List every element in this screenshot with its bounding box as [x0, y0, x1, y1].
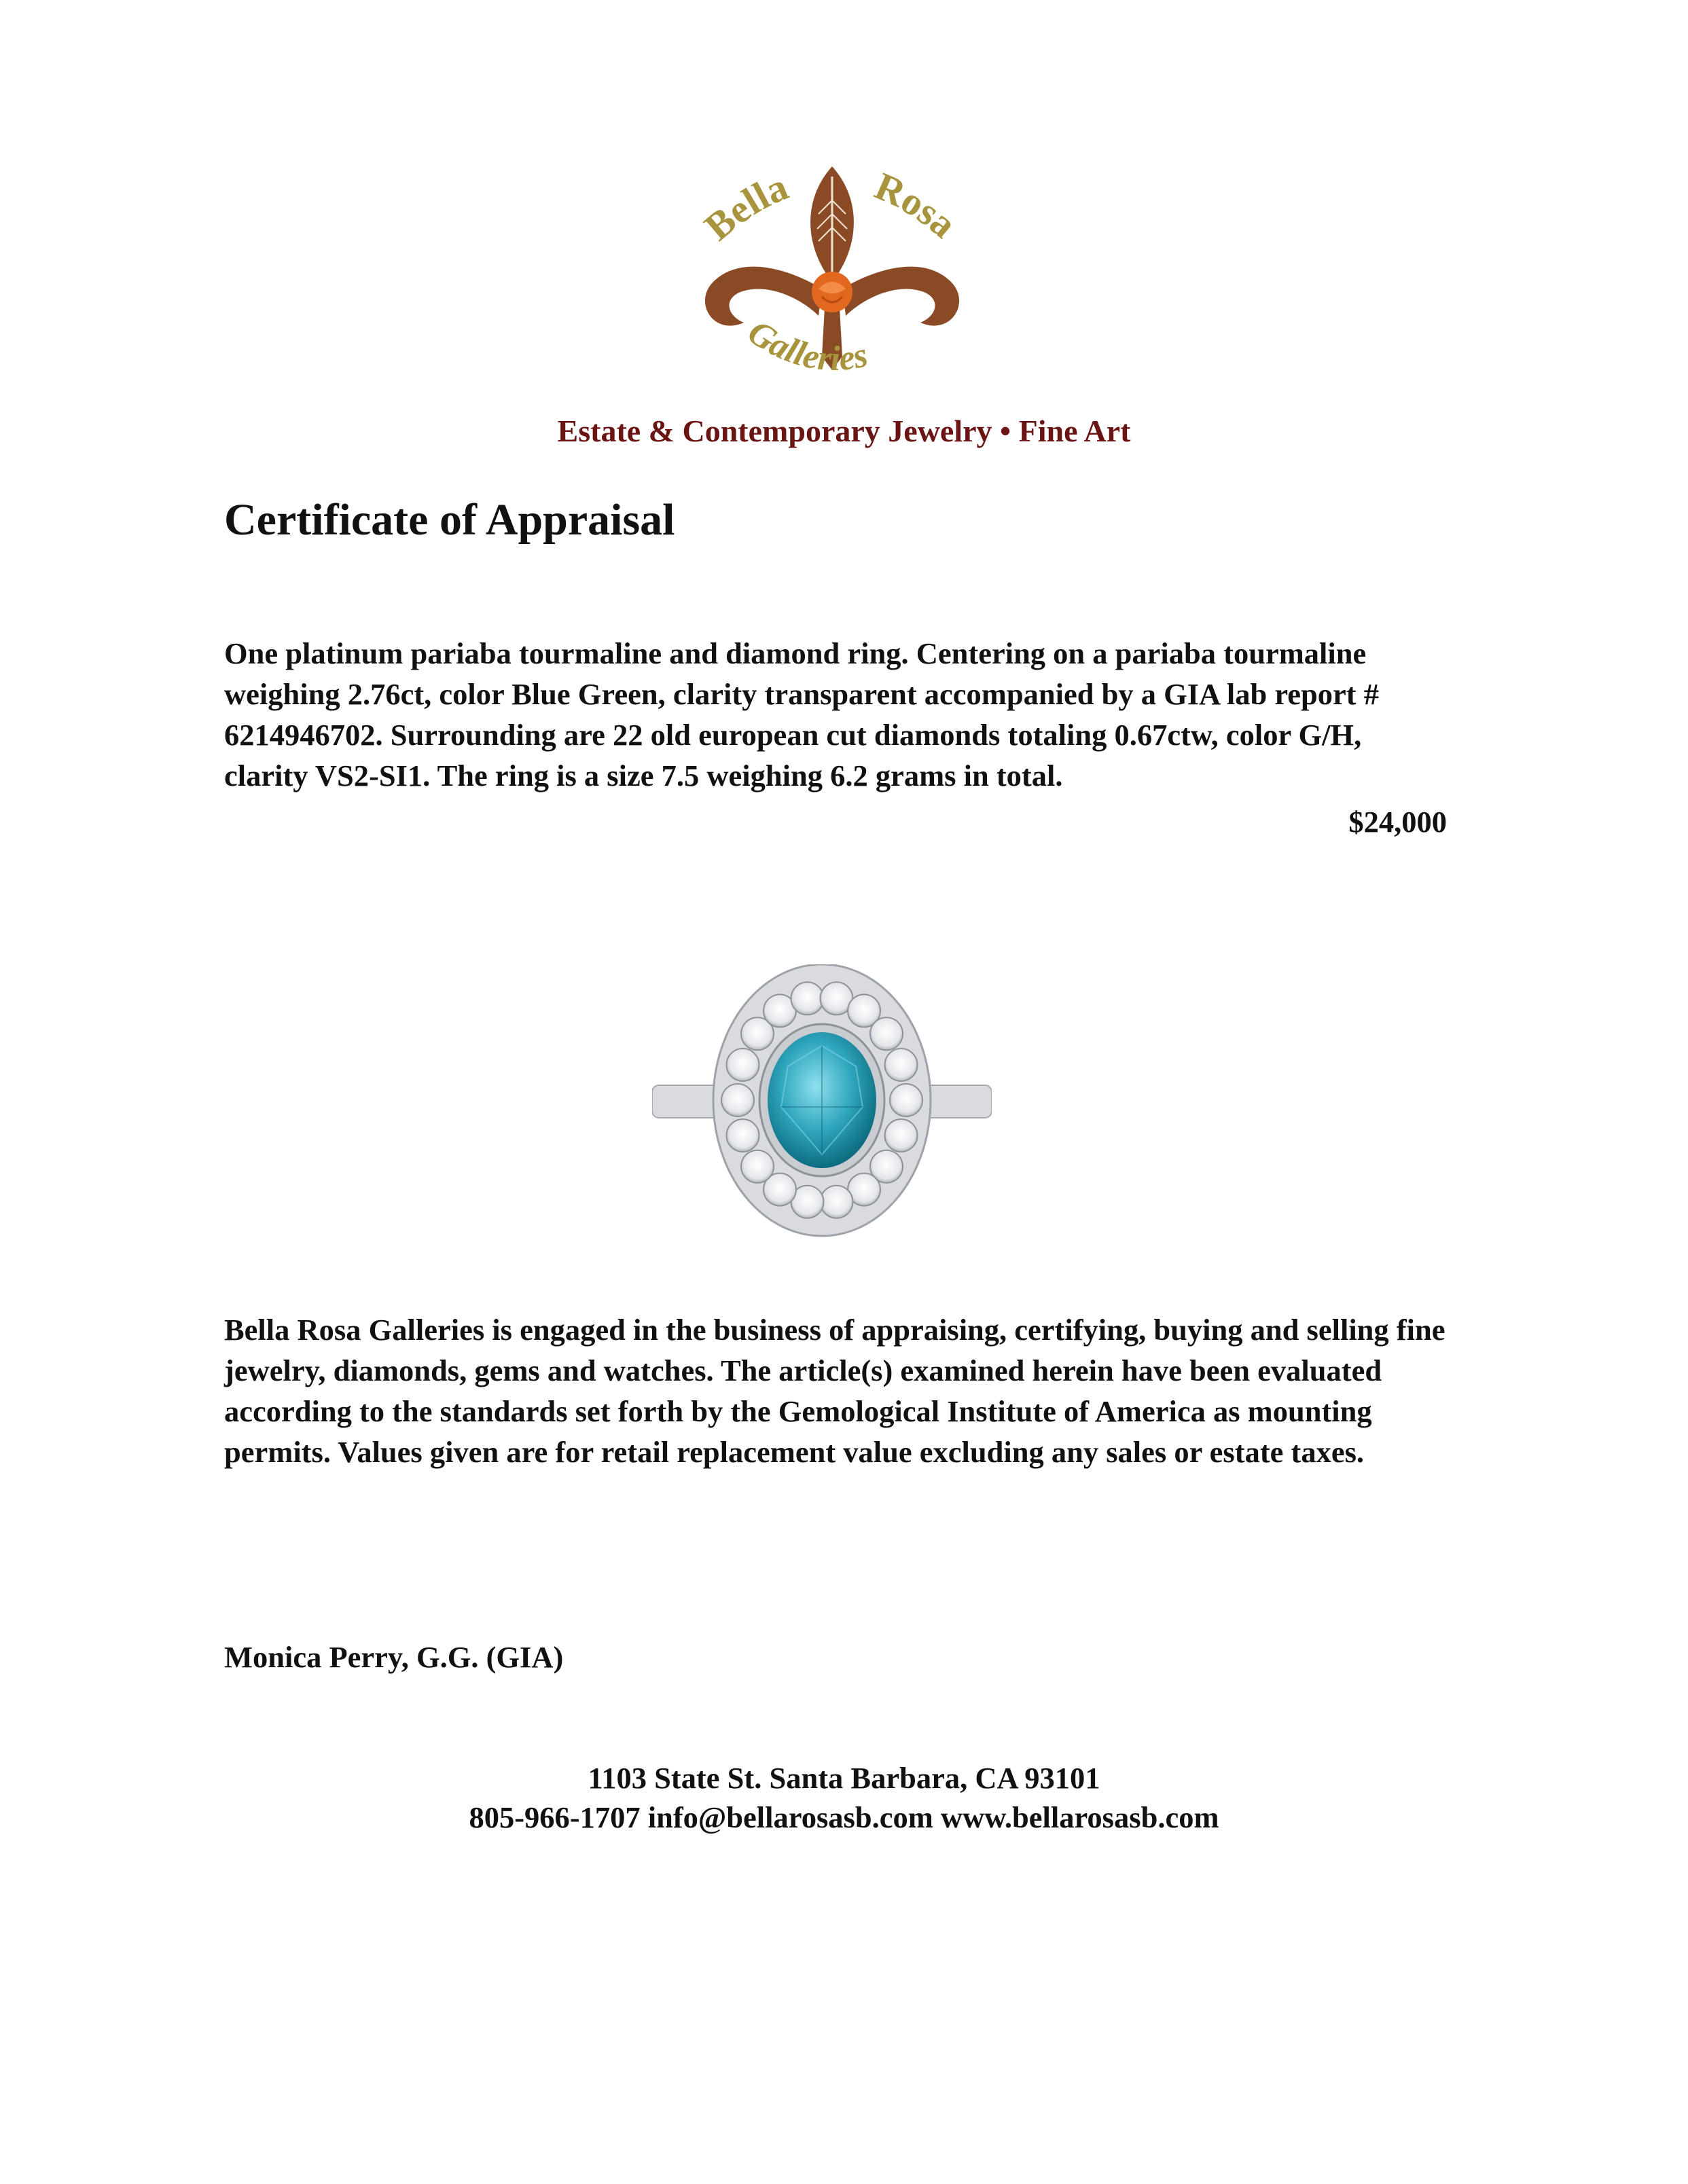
halo-diamond — [791, 982, 824, 1015]
page-title: Certificate of Appraisal — [224, 495, 675, 545]
halo-diamond — [890, 1084, 922, 1116]
appraiser-signature: Monica Perry, G.G. (GIA) — [224, 1640, 564, 1674]
halo-diamond — [885, 1049, 918, 1081]
halo-diamond — [727, 1049, 759, 1081]
halo-diamond — [727, 1119, 759, 1152]
halo-diamond — [821, 1186, 853, 1218]
footer-address: 1103 State St. Santa Barbara, CA 93101 — [588, 1761, 1100, 1795]
bella-rosa-logo — [686, 153, 978, 397]
halo-diamond — [721, 1084, 754, 1116]
svg-text:Bella — [696, 164, 794, 249]
halo-diamond — [870, 1017, 903, 1050]
ring-photo — [652, 964, 992, 1256]
halo-diamond — [885, 1119, 918, 1152]
appraised-value: $24,000 — [1348, 805, 1447, 839]
halo-diamond — [741, 1150, 774, 1183]
logo-word-rosa: Rosa — [868, 163, 965, 247]
footer-contact: 805-966-1707 info@bellarosasb.com www.bellarosasb.com — [469, 1800, 1219, 1834]
logo-word-galleries: Galleries — [740, 312, 872, 379]
svg-text:Rosa — [869, 164, 965, 247]
tagline: Estate & Contemporary Jewelry • Fine Art — [557, 414, 1131, 448]
item-description: One platinum pariaba tourmaline and diamond ring. Centering on a pariaba tourmaline weighing 2.76ct, color Blue Green, clarity transparent accompanied by a GIA lab report # 6214946702. Surrounding are 22 old european cut diamonds totaling 0.67ctw, color G/H, clarity VS2-SI1. The ring is a size 7.5 weighing 6.2 grams in total. — [224, 636, 1379, 793]
business-disclaimer: Bella Rosa Galleries is engaged in the business of appraising, certifying, buying and selling fine jewelry, diamonds, gems and watches. The article(s) examined herein have been evaluated according to the standards set forth by the Gemological Institute of America as mounting permits. Values given are for retail replacement value excluding any sales or estate taxes. — [224, 1313, 1445, 1469]
svg-text:Galleries — [741, 312, 872, 378]
logo-word-bella: Bella — [696, 164, 794, 249]
